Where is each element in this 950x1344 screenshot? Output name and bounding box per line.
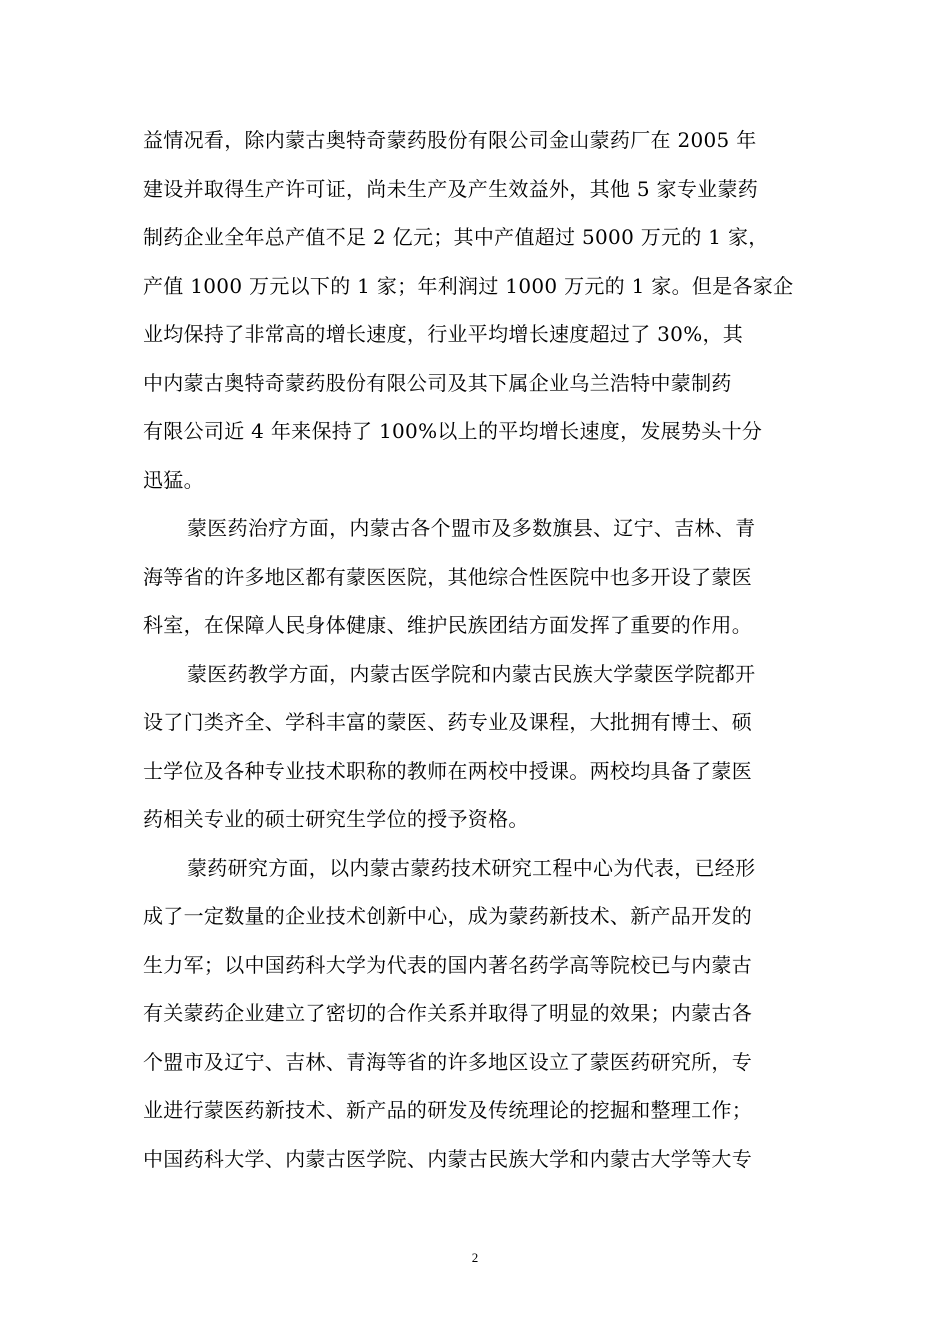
text-line: 科室，在保障人民身体健康、维护民族团结方面发挥了重要的作用。 [143,613,752,637]
text-line: 益情况看，除内蒙古奥特奇蒙药股份有限公司金山蒙药厂在 2005 年 [143,128,757,152]
text-line: 生力军；以中国药科大学为代表的国内著名药学高等院校已与内蒙古 [143,952,752,977]
text-line: 产值 1000 万元以下的 1 家；年利润过 1000 万元的 1 家。但是各家企 [143,273,794,298]
text-line: 有限公司近 4 年来保持了 100%以上的平均增长速度，发展势头十分 [143,419,763,443]
text-line: 士学位及各种专业技术职称的教师在两校中授课。两校均具备了蒙医 [143,758,752,783]
text-line: 药相关专业的硕士研究生学位的授予资格。 [143,807,529,831]
paragraph-treatment [143,504,807,650]
text-line: 迅猛。 [143,467,204,492]
paragraph-revenue [143,116,807,504]
paragraph-research [143,844,807,1184]
page-number: 2 [471,1250,479,1265]
text-line: 有关蒙药企业建立了密切的合作关系并取得了明显的效果；内蒙古各 [143,1001,752,1025]
text-line: 中国药科大学、内蒙古医学院、内蒙古民族大学和内蒙古大学等大专 [143,1146,752,1171]
paragraph-teaching [143,650,807,844]
text-line: 业进行蒙医药新技术、新产品的研发及传统理论的挖掘和整理工作； [143,1098,752,1122]
text-line: 制药企业全年总产值不足 2 亿元；其中产值超过 5000 万元的 1 家， [143,225,769,249]
text-line: 成了一定数量的企业技术创新中心，成为蒙药新技术、新产品开发的 [143,904,752,928]
text-line: 设了门类齐全、学科丰富的蒙医、药专业及课程，大批拥有博士、硕 [143,710,752,734]
text-line: 建设并取得生产许可证，尚未生产及产生效益外，其他 5 家专业蒙药 [143,176,759,201]
text-line: 中内蒙古奥特奇蒙药股份有限公司及其下属企业乌兰浩特中蒙制药 [143,370,732,395]
text-line: 蒙药研究方面，以内蒙古蒙药技术研究工程中心为代表，已经形 [187,855,756,880]
text-line: 个盟市及辽宁、吉林、青海等省的许多地区设立了蒙医药研究所，专 [143,1049,752,1074]
text-line: 业均保持了非常高的增长速度，行业平均增长速度超过了 30%，其 [143,322,744,346]
text-line: 蒙医药治疗方面，内蒙古各个盟市及多数旗县、辽宁、吉林、青 [187,516,756,540]
text-line: 海等省的许多地区都有蒙医医院，其他综合性医院中也多开设了蒙医 [143,564,752,589]
text-line: 蒙医药教学方面，内蒙古医学院和内蒙古民族大学蒙医学院都开 [187,661,756,686]
body-text [143,116,807,1183]
